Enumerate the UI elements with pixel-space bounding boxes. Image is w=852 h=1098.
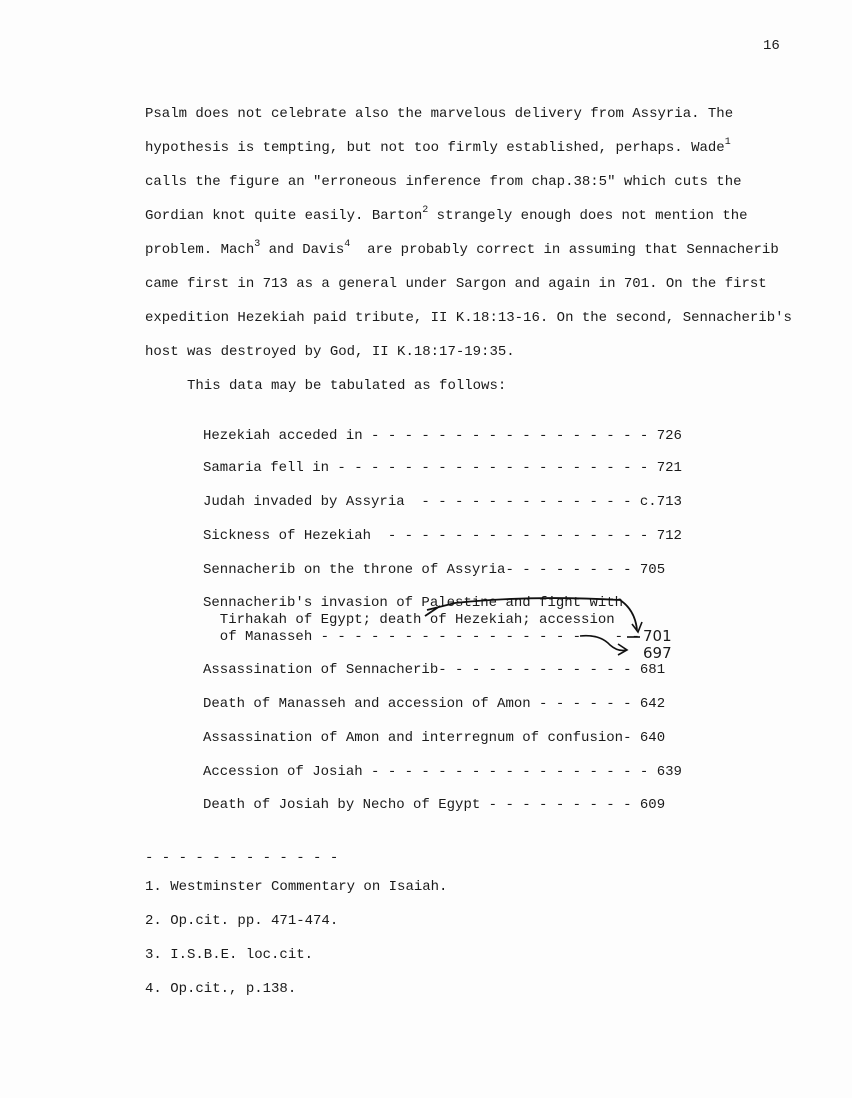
event: Assassination of Amon and interregnum of confusion- [203,730,632,746]
year: 701 [643,627,672,645]
footnote-mark: 4 [344,239,351,250]
body-line: expedition Hezekiah paid tribute, II K.18:13-16. On the second, Sennacherib's [145,310,792,326]
event: Sennacherib on the throne of Assyria- - - - - - - - [203,562,632,578]
year: 705 [639,562,666,578]
year: 642 [639,696,666,712]
footnote-mark: 1 [724,137,731,148]
text: problem. Mach [145,242,255,258]
event: Sickness of Hezekiah - - - - - - - - - - - - - - - - [203,528,649,544]
footnote: 2. Op.cit. pp. 471-474. [145,913,339,929]
page-number: 16 [763,38,780,54]
year: 639 [656,764,682,780]
year: c.713 [639,494,682,510]
multi-line-event: Tirhakah of Egypt; death of Hezekiah; accession [203,612,615,628]
body-line: host was destroyed by God, II K.18:17-19:35. [145,344,515,360]
text: strangely enough does not mention the [428,208,748,224]
event: Assassination of Sennacherib- - - - - - - - - - - - [203,662,632,678]
text: hypothesis is tempting, but not too firmly established, perhaps. Wade [145,140,725,156]
footnote-mark: 3 [254,239,261,250]
text: are probably correct in assuming that Sennacherib [350,242,779,258]
transposition-arrow [427,598,637,630]
footnote: 1. Westminster Commentary on Isaiah. [145,879,448,895]
event: Judah invaded by Assyria - - - - - - - - - - - - - [203,494,632,510]
body-line: Psalm does not celebrate also the marvelous delivery from Assyria. The [145,106,734,122]
text: and Davis [260,242,345,258]
footnote-separator: - - - - - - - - - - - - [145,850,339,866]
footnote: 4. Op.cit., p.138. [145,981,297,997]
footnote-mark: 2 [422,205,429,216]
event: Hezekiah acceded in - - - - - - - - - - - - - - - - - [203,428,649,444]
year: 721 [656,460,682,476]
event: Accession of Josiah - - - - - - - - - - - - - - - - - [203,764,649,780]
body-line: This data may be tabulated as follows: [187,378,507,394]
handwritten-year: 697 [643,644,672,662]
multi-line-event: of Manasseh - - - - - - - - - - - - - - - - - - - [203,629,640,645]
event: Death of Josiah by Necho of Egypt - - - - - - - - - [203,797,632,813]
year: 726 [656,428,682,444]
body-line: calls the figure an "erroneous inference from chap.38:5" which cuts the [145,174,742,190]
year: 712 [656,528,682,544]
year: 681 [639,662,666,678]
event: Samaria fell in - - - - - - - - - - - - - - - - - - - [203,460,649,476]
year: 640 [639,730,666,746]
footnote: 3. I.S.B.E. loc.cit. [145,947,314,963]
text: Gordian knot quite easily. Barton [145,208,423,224]
insertion-stroke [425,606,440,616]
year: 609 [639,797,666,813]
body-line: came first in 713 as a general under Sargon and again in 701. On the first [145,276,767,292]
event: Death of Manasseh and accession of Amon - - - - - - [203,696,632,712]
multi-line-event: Sennacherib's invasion of Palestine and fight with [203,595,624,611]
redirect-arrow [580,636,626,651]
